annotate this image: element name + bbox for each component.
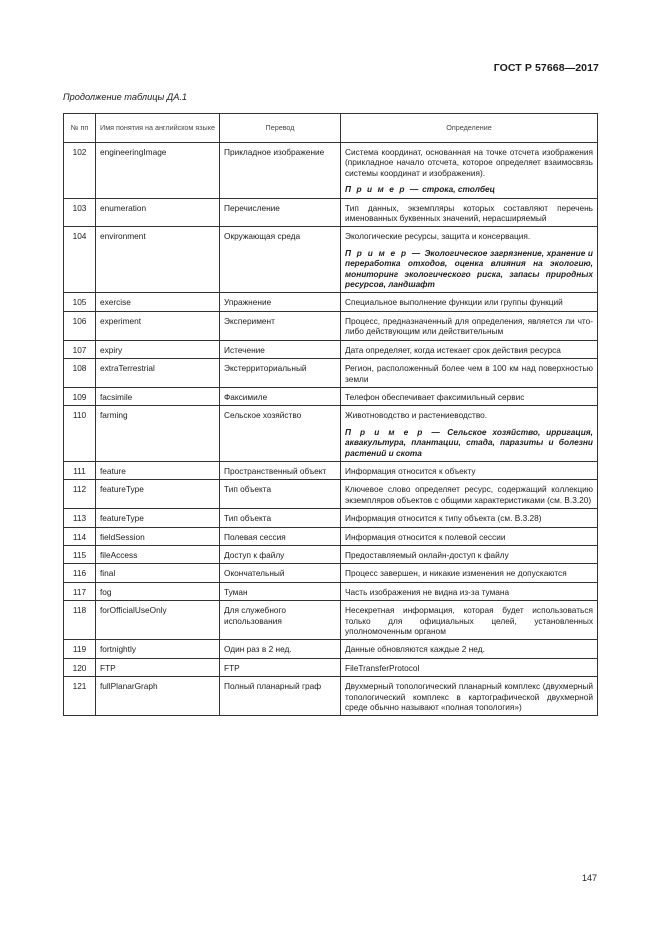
row-number: 121 (64, 677, 96, 716)
term-translation: Перечисление (220, 198, 341, 227)
table-row (64, 143, 598, 199)
row-number: 118 (64, 601, 96, 640)
row-number: 103 (64, 198, 96, 227)
definition-text: Ключевое слово определяет ресурс, содержащий коллекцию экземпляров объектов с общими характеристиками (см. В.3.20) (345, 484, 593, 505)
term-definition (341, 527, 598, 545)
table-row (64, 406, 598, 462)
row-number: 105 (64, 293, 96, 311)
row-number: 114 (64, 527, 96, 545)
term-name: featureType (96, 480, 220, 509)
definition-text: Тип данных, экземпляры которых составляют перечень именованных буквенных значений, нерасширяемый (345, 202, 593, 224)
term-name: environment (96, 227, 220, 293)
definition-text: Процесс, предназначенный для определения, является ли что-либо действующим или действительным (345, 315, 593, 337)
term-translation: Доступ к файлу (220, 545, 341, 563)
row-number: 111 (64, 461, 96, 479)
definition-text: Животноводство и растениеводство. (345, 410, 488, 421)
example-note (345, 184, 593, 194)
table-row (64, 658, 598, 676)
example-note (345, 427, 593, 458)
row-number: 108 (64, 359, 96, 388)
term-definition (341, 658, 598, 676)
table-row (64, 311, 598, 340)
term-definition (341, 293, 598, 311)
term-translation: Тип объекта (220, 509, 341, 527)
term-translation: Истечение (220, 340, 341, 358)
row-number: 119 (64, 640, 96, 658)
term-translation: Туман (220, 582, 341, 600)
term-name: final (96, 564, 220, 582)
term-name: experiment (96, 311, 220, 340)
definition-text: Экологические ресурсы, защита и консервация. (345, 231, 531, 242)
header-translation: Перевод (220, 114, 341, 143)
term-translation: Пространственный объект (220, 461, 341, 479)
term-definition (341, 509, 598, 527)
row-number: 104 (64, 227, 96, 293)
page-number: 147 (581, 873, 597, 883)
term-definition (341, 359, 598, 388)
definition-text: Информация относится к полевой сессии (345, 531, 506, 542)
term-translation: Эксперимент (220, 311, 341, 340)
term-name: engineeringImage (96, 143, 220, 199)
term-name: featureType (96, 509, 220, 527)
term-translation: Полный планарный граф (220, 677, 341, 716)
term-name: fortnightly (96, 640, 220, 658)
row-number: 102 (64, 143, 96, 199)
term-name: forOfficialUseOnly (96, 601, 220, 640)
term-translation: Полевая сессия (220, 527, 341, 545)
term-definition (341, 545, 598, 563)
term-translation: Факсимиле (220, 387, 341, 405)
table-row (64, 582, 598, 600)
definition-text: Информация относится к объекту (345, 465, 476, 476)
example-label: П р и м е р — (345, 184, 420, 195)
term-name: fileAccess (96, 545, 220, 563)
table-caption: Продолжение таблицы ДА.1 (63, 92, 188, 102)
term-translation: Окончательный (220, 564, 341, 582)
row-number: 120 (64, 658, 96, 676)
term-name: farming (96, 406, 220, 462)
definition-text: Регион, расположенный более чем в 100 км над поверхностью земли (345, 363, 593, 384)
row-number: 117 (64, 582, 96, 600)
term-definition (341, 143, 598, 199)
table-row (64, 545, 598, 563)
header-num: № пп (64, 114, 96, 143)
row-number: 107 (64, 340, 96, 358)
table-row (64, 564, 598, 582)
term-definition (341, 601, 598, 640)
header-name: Имя понятия на английском языке (96, 114, 220, 143)
definition-text: Система координат, основанная на точке отсчета изображения (прикладное начало отсчета, которое определяет взаимосвязь системы координат и изображения). (345, 147, 593, 178)
term-definition (341, 387, 598, 405)
table-row (64, 640, 598, 658)
term-translation: Упражнение (220, 293, 341, 311)
example-text: Сельское хозяйство, ирригация, аквакультура, плантации, стада, паразиты и болезни растений и скота (345, 426, 593, 458)
term-name: extraTerrestrial (96, 359, 220, 388)
table-row (64, 340, 598, 358)
term-definition (341, 582, 598, 600)
term-translation: Один раз в 2 нед. (220, 640, 341, 658)
term-translation: Сельское хозяйство (220, 406, 341, 462)
term-definition (341, 480, 598, 509)
table-row (64, 480, 598, 509)
term-name: exercise (96, 293, 220, 311)
term-definition (341, 640, 598, 658)
table-header-row (64, 114, 598, 143)
table-row (64, 387, 598, 405)
example-label: П р и м е р — (345, 247, 422, 258)
definition-text: Дата определяет, когда истекает срок действия ресурса (345, 344, 561, 355)
document-code: ГОСТ Р 57668—2017 (493, 62, 599, 74)
example-text: строка, столбец (422, 184, 495, 195)
definition-text: Специальное выполнение функции или группы функций (345, 297, 563, 308)
term-name: fog (96, 582, 220, 600)
term-translation: Прикладное изображение (220, 143, 341, 199)
table-row (64, 227, 598, 293)
definition-text: Процесс завершен, и никакие изменения не допускаются (345, 568, 567, 579)
definition-text: Часть изображения не видна из-за тумана (345, 586, 510, 597)
row-number: 109 (64, 387, 96, 405)
row-number: 115 (64, 545, 96, 563)
term-translation: FTP (220, 658, 341, 676)
table-row (64, 677, 598, 716)
term-definition (341, 564, 598, 582)
definition-text: Несекретная информация, которая будет использоваться только для официальных целей, установленных уполномоченным органом (345, 605, 593, 636)
row-number: 106 (64, 311, 96, 340)
term-name: enumeration (96, 198, 220, 227)
term-definition (341, 406, 598, 462)
term-translation: Окружающая среда (220, 227, 341, 293)
row-number: 113 (64, 509, 96, 527)
term-definition (341, 227, 598, 293)
definition-text: Информация относится к типу объекта (см. В.3.28) (345, 513, 542, 524)
table-row (64, 293, 598, 311)
definition-text: Телефон обеспечивает факсимильный сервис (345, 391, 525, 402)
example-label: П р и м е р — (345, 426, 442, 437)
term-name: FTP (96, 658, 220, 676)
definition-text: Двухмерный топологический планарный комплекс (двухмерный топологический комплекс в картографической двухмерной среде обычно называют «полная топология») (345, 681, 593, 713)
term-translation: Для служебного использования (220, 601, 341, 640)
term-translation: Экстерриториальный (220, 359, 341, 388)
table-row (64, 527, 598, 545)
term-name: feature (96, 461, 220, 479)
definition-text: FileTransferProtocol (345, 662, 420, 673)
table-row (64, 461, 598, 479)
term-name: fieldSession (96, 527, 220, 545)
term-name: expiry (96, 340, 220, 358)
term-name: fullPlanarGraph (96, 677, 220, 716)
term-definition (341, 198, 598, 227)
term-definition (341, 677, 598, 716)
definition-text: Предоставляемый онлайн-доступ к файлу (345, 549, 509, 560)
term-definition (341, 311, 598, 340)
example-note (345, 248, 593, 290)
row-number: 110 (64, 406, 96, 462)
header-definition: Определение (341, 114, 598, 143)
term-translation: Тип объекта (220, 480, 341, 509)
example-text: Экологическое загрязнение, хранение и переработка отходов, оценка влияния на экологию, мониторинг экологического риска, запасы природных ресурсов, ландшафт (345, 247, 593, 290)
term-name: facsimile (96, 387, 220, 405)
table-row (64, 359, 598, 388)
row-number: 112 (64, 480, 96, 509)
table-row (64, 198, 598, 227)
terms-table (63, 113, 598, 716)
term-definition (341, 461, 598, 479)
table-row (64, 601, 598, 640)
table-row (64, 509, 598, 527)
row-number: 116 (64, 564, 96, 582)
term-definition (341, 340, 598, 358)
definition-text: Данные обновляются каждые 2 нед. (345, 644, 485, 655)
